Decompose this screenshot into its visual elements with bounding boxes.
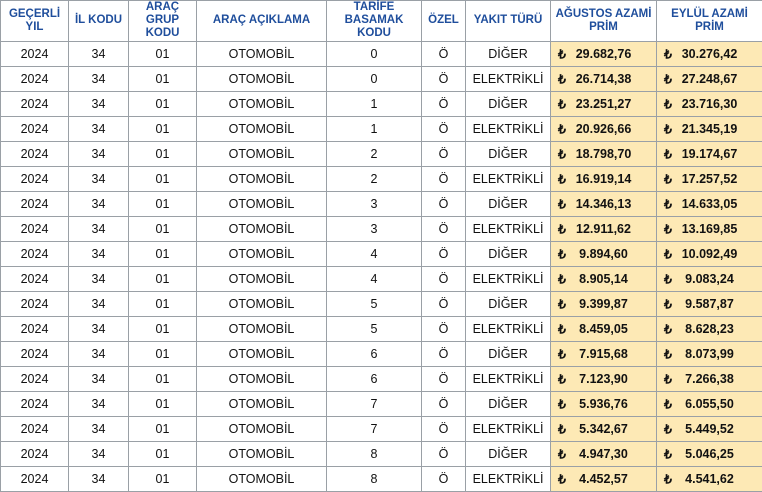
table-row — [1, 391, 762, 416]
table-row — [1, 41, 762, 66]
table-header — [1, 1, 762, 42]
cell-tarife-basamak-kodu: 1 — [327, 116, 422, 141]
cell-eylul-azami-prim — [657, 141, 762, 166]
lira-sign-icon: ₺ — [664, 296, 672, 311]
lira-sign-icon: ₺ — [558, 446, 566, 461]
cell-ozel: Ö — [422, 191, 466, 216]
table-row — [1, 116, 762, 141]
cell-il-kodu: 34 — [69, 141, 129, 166]
cell-ozel: Ö — [422, 391, 466, 416]
lira-sign-icon: ₺ — [664, 46, 672, 61]
amount-value: 9.587,87 — [685, 297, 734, 311]
cell-tarife-basamak-kodu: 6 — [327, 341, 422, 366]
cell-eylul-azami-prim — [657, 341, 762, 366]
column-header-arac-grup-kodu: ARAÇ GRUP KODU — [129, 1, 197, 42]
lira-sign-icon: ₺ — [664, 271, 672, 286]
amount-value: 27.248,67 — [682, 72, 738, 86]
amount-value: 6.055,50 — [685, 397, 734, 411]
amount-value: 14.346,13 — [576, 197, 632, 211]
cell-arac-aciklama: OTOMOBİL — [197, 366, 327, 391]
cell-eylul-azami-prim — [657, 41, 762, 66]
cell-tarife-basamak-kodu: 3 — [327, 216, 422, 241]
column-header-ozel: ÖZEL — [422, 1, 466, 42]
cell-agustos-azami-prim — [551, 66, 657, 91]
lira-sign-icon: ₺ — [558, 121, 566, 136]
column-header-il-kodu: İL KODU — [69, 1, 129, 42]
cell-tarife-basamak-kodu: 0 — [327, 41, 422, 66]
cell-gecerli-yil: 2024 — [1, 216, 69, 241]
table-row — [1, 366, 762, 391]
amount-value: 7.266,38 — [685, 372, 734, 386]
cell-tarife-basamak-kodu: 5 — [327, 316, 422, 341]
amount-value: 9.894,60 — [579, 247, 628, 261]
amount-value: 30.276,42 — [682, 47, 738, 61]
cell-agustos-azami-prim — [551, 291, 657, 316]
table-row — [1, 66, 762, 91]
cell-tarife-basamak-kodu: 7 — [327, 391, 422, 416]
table-row — [1, 216, 762, 241]
cell-arac-aciklama: OTOMOBİL — [197, 241, 327, 266]
cell-arac-grup-kodu: 01 — [129, 316, 197, 341]
cell-eylul-azami-prim — [657, 416, 762, 441]
amount-value: 12.911,62 — [576, 222, 631, 236]
cell-gecerli-yil: 2024 — [1, 241, 69, 266]
lira-sign-icon: ₺ — [664, 71, 672, 86]
amount-value: 23.251,27 — [576, 97, 632, 111]
lira-sign-icon: ₺ — [558, 246, 566, 261]
cell-arac-grup-kodu: 01 — [129, 66, 197, 91]
table-row — [1, 341, 762, 366]
cell-il-kodu: 34 — [69, 316, 129, 341]
cell-agustos-azami-prim — [551, 441, 657, 466]
cell-ozel: Ö — [422, 441, 466, 466]
cell-arac-aciklama: OTOMOBİL — [197, 341, 327, 366]
lira-sign-icon: ₺ — [664, 446, 672, 461]
column-header-agustos-azami-prim: AĞUSTOS AZAMİ PRİM — [551, 1, 657, 42]
amount-value: 5.936,76 — [579, 397, 628, 411]
cell-ozel: Ö — [422, 291, 466, 316]
column-header-gecerli-yil: GEÇERLİ YIL — [1, 1, 69, 42]
column-header-yakit-turu: YAKIT TÜRÜ — [466, 1, 551, 42]
cell-il-kodu: 34 — [69, 341, 129, 366]
cell-tarife-basamak-kodu: 0 — [327, 66, 422, 91]
column-header-eylul-azami-prim: EYLÜL AZAMİ PRİM — [657, 1, 762, 42]
cell-ozel: Ö — [422, 366, 466, 391]
lira-sign-icon: ₺ — [664, 321, 672, 336]
amount-value: 13.169,85 — [682, 222, 738, 236]
lira-sign-icon: ₺ — [664, 96, 672, 111]
cell-eylul-azami-prim — [657, 366, 762, 391]
cell-il-kodu: 34 — [69, 466, 129, 491]
table-row — [1, 166, 762, 191]
lira-sign-icon: ₺ — [664, 121, 672, 136]
column-header-tarife-basamak-kodu: TARİFE BASAMAK KODU — [327, 1, 422, 42]
cell-agustos-azami-prim — [551, 116, 657, 141]
cell-yakit-turu: DİĞER — [466, 241, 551, 266]
table-row — [1, 191, 762, 216]
header-row — [1, 1, 762, 42]
cell-eylul-azami-prim — [657, 316, 762, 341]
cell-arac-aciklama: OTOMOBİL — [197, 41, 327, 66]
cell-il-kodu: 34 — [69, 41, 129, 66]
cell-ozel: Ö — [422, 91, 466, 116]
cell-yakit-turu: DİĞER — [466, 391, 551, 416]
cell-arac-grup-kodu: 01 — [129, 341, 197, 366]
cell-yakit-turu: DİĞER — [466, 91, 551, 116]
cell-yakit-turu: ELEKTRİKLİ — [466, 66, 551, 91]
cell-eylul-azami-prim — [657, 191, 762, 216]
amount-value: 8.459,05 — [579, 322, 628, 336]
cell-arac-grup-kodu: 01 — [129, 141, 197, 166]
amount-value: 21.345,19 — [682, 122, 738, 136]
cell-tarife-basamak-kodu: 7 — [327, 416, 422, 441]
cell-arac-grup-kodu: 01 — [129, 116, 197, 141]
cell-arac-grup-kodu: 01 — [129, 91, 197, 116]
cell-ozel: Ö — [422, 141, 466, 166]
lira-sign-icon: ₺ — [558, 46, 566, 61]
cell-gecerli-yil: 2024 — [1, 41, 69, 66]
cell-tarife-basamak-kodu: 2 — [327, 166, 422, 191]
column-header-arac-aciklama: ARAÇ AÇIKLAMA — [197, 1, 327, 42]
cell-agustos-azami-prim — [551, 341, 657, 366]
amount-value: 26.714,38 — [576, 72, 632, 86]
cell-arac-grup-kodu: 01 — [129, 416, 197, 441]
cell-agustos-azami-prim — [551, 266, 657, 291]
table-row — [1, 91, 762, 116]
cell-eylul-azami-prim — [657, 166, 762, 191]
amount-value: 7.915,68 — [579, 347, 628, 361]
cell-eylul-azami-prim — [657, 391, 762, 416]
table-row — [1, 291, 762, 316]
cell-eylul-azami-prim — [657, 216, 762, 241]
lira-sign-icon: ₺ — [664, 421, 672, 436]
cell-ozel: Ö — [422, 241, 466, 266]
amount-value: 17.257,52 — [682, 172, 738, 186]
lira-sign-icon: ₺ — [558, 171, 566, 186]
cell-agustos-azami-prim — [551, 91, 657, 116]
cell-gecerli-yil: 2024 — [1, 416, 69, 441]
amount-value: 4.452,57 — [579, 472, 628, 486]
cell-agustos-azami-prim — [551, 391, 657, 416]
amount-value: 9.083,24 — [685, 272, 734, 286]
cell-arac-grup-kodu: 01 — [129, 191, 197, 216]
cell-eylul-azami-prim — [657, 466, 762, 491]
lira-sign-icon: ₺ — [664, 246, 672, 261]
lira-sign-icon: ₺ — [664, 196, 672, 211]
cell-tarife-basamak-kodu: 8 — [327, 441, 422, 466]
lira-sign-icon: ₺ — [558, 296, 566, 311]
cell-arac-grup-kodu: 01 — [129, 41, 197, 66]
lira-sign-icon: ₺ — [558, 396, 566, 411]
cell-gecerli-yil: 2024 — [1, 66, 69, 91]
cell-tarife-basamak-kodu: 3 — [327, 191, 422, 216]
cell-agustos-azami-prim — [551, 141, 657, 166]
cell-gecerli-yil: 2024 — [1, 141, 69, 166]
amount-value: 5.046,25 — [685, 447, 734, 461]
cell-ozel: Ö — [422, 116, 466, 141]
cell-gecerli-yil: 2024 — [1, 266, 69, 291]
cell-tarife-basamak-kodu: 1 — [327, 91, 422, 116]
cell-arac-aciklama: OTOMOBİL — [197, 291, 327, 316]
cell-agustos-azami-prim — [551, 366, 657, 391]
amount-value: 20.926,66 — [576, 122, 632, 136]
cell-arac-grup-kodu: 01 — [129, 466, 197, 491]
cell-arac-aciklama: OTOMOBİL — [197, 191, 327, 216]
lira-sign-icon: ₺ — [558, 146, 566, 161]
cell-yakit-turu: ELEKTRİKLİ — [466, 466, 551, 491]
cell-ozel: Ö — [422, 216, 466, 241]
amount-value: 8.073,99 — [685, 347, 734, 361]
amount-value: 8.628,23 — [685, 322, 734, 336]
cell-ozel: Ö — [422, 166, 466, 191]
amount-value: 10.092,49 — [682, 247, 738, 261]
cell-il-kodu: 34 — [69, 216, 129, 241]
cell-arac-aciklama: OTOMOBİL — [197, 391, 327, 416]
table-row — [1, 441, 762, 466]
cell-arac-grup-kodu: 01 — [129, 391, 197, 416]
cell-gecerli-yil: 2024 — [1, 291, 69, 316]
lira-sign-icon: ₺ — [558, 196, 566, 211]
cell-arac-aciklama: OTOMOBİL — [197, 216, 327, 241]
lira-sign-icon: ₺ — [558, 271, 566, 286]
cell-eylul-azami-prim — [657, 266, 762, 291]
lira-sign-icon: ₺ — [558, 96, 566, 111]
amount-value: 7.123,90 — [579, 372, 628, 386]
cell-yakit-turu: ELEKTRİKLİ — [466, 416, 551, 441]
cell-arac-aciklama: OTOMOBİL — [197, 416, 327, 441]
cell-yakit-turu: ELEKTRİKLİ — [466, 116, 551, 141]
lira-sign-icon: ₺ — [558, 471, 566, 486]
amount-value: 9.399,87 — [579, 297, 628, 311]
amount-value: 8.905,14 — [579, 272, 628, 286]
cell-arac-grup-kodu: 01 — [129, 241, 197, 266]
cell-gecerli-yil: 2024 — [1, 316, 69, 341]
cell-ozel: Ö — [422, 41, 466, 66]
cell-eylul-azami-prim — [657, 241, 762, 266]
amount-value: 5.449,52 — [685, 422, 734, 436]
cell-yakit-turu: DİĞER — [466, 341, 551, 366]
cell-il-kodu: 34 — [69, 91, 129, 116]
lira-sign-icon: ₺ — [664, 471, 672, 486]
cell-ozel: Ö — [422, 266, 466, 291]
lira-sign-icon: ₺ — [664, 171, 672, 186]
cell-yakit-turu: DİĞER — [466, 41, 551, 66]
cell-arac-grup-kodu: 01 — [129, 266, 197, 291]
amount-value: 14.633,05 — [682, 197, 738, 211]
cell-gecerli-yil: 2024 — [1, 191, 69, 216]
cell-arac-grup-kodu: 01 — [129, 166, 197, 191]
cell-agustos-azami-prim — [551, 41, 657, 66]
cell-yakit-turu: DİĞER — [466, 441, 551, 466]
cell-eylul-azami-prim — [657, 66, 762, 91]
amount-value: 4.947,30 — [579, 447, 628, 461]
amount-value: 16.919,14 — [576, 172, 632, 186]
cell-arac-aciklama: OTOMOBİL — [197, 116, 327, 141]
cell-gecerli-yil: 2024 — [1, 366, 69, 391]
cell-tarife-basamak-kodu: 6 — [327, 366, 422, 391]
amount-value: 18.798,70 — [576, 147, 632, 161]
cell-il-kodu: 34 — [69, 191, 129, 216]
cell-il-kodu: 34 — [69, 241, 129, 266]
cell-ozel: Ö — [422, 416, 466, 441]
cell-il-kodu: 34 — [69, 166, 129, 191]
cell-ozel: Ö — [422, 341, 466, 366]
cell-yakit-turu: ELEKTRİKLİ — [466, 316, 551, 341]
cell-yakit-turu: ELEKTRİKLİ — [466, 366, 551, 391]
cell-arac-aciklama: OTOMOBİL — [197, 316, 327, 341]
cell-tarife-basamak-kodu: 5 — [327, 291, 422, 316]
cell-agustos-azami-prim — [551, 316, 657, 341]
cell-tarife-basamak-kodu: 2 — [327, 141, 422, 166]
amount-value: 29.682,76 — [576, 47, 632, 61]
cell-ozel: Ö — [422, 316, 466, 341]
lira-sign-icon: ₺ — [558, 371, 566, 386]
amount-value: 23.716,30 — [682, 97, 738, 111]
cell-eylul-azami-prim — [657, 291, 762, 316]
cell-tarife-basamak-kodu: 4 — [327, 266, 422, 291]
lira-sign-icon: ₺ — [558, 321, 566, 336]
cell-arac-aciklama: OTOMOBİL — [197, 441, 327, 466]
cell-arac-aciklama: OTOMOBİL — [197, 66, 327, 91]
cell-yakit-turu: ELEKTRİKLİ — [466, 266, 551, 291]
table-row — [1, 316, 762, 341]
cell-agustos-azami-prim — [551, 216, 657, 241]
cell-agustos-azami-prim — [551, 241, 657, 266]
cell-yakit-turu: DİĞER — [466, 191, 551, 216]
cell-agustos-azami-prim — [551, 166, 657, 191]
cell-arac-aciklama: OTOMOBİL — [197, 166, 327, 191]
cell-yakit-turu: DİĞER — [466, 291, 551, 316]
cell-arac-aciklama: OTOMOBİL — [197, 266, 327, 291]
cell-arac-grup-kodu: 01 — [129, 216, 197, 241]
table-body — [1, 41, 762, 491]
cell-gecerli-yil: 2024 — [1, 166, 69, 191]
cell-gecerli-yil: 2024 — [1, 391, 69, 416]
amount-value: 4.541,62 — [685, 472, 734, 486]
cell-gecerli-yil: 2024 — [1, 441, 69, 466]
cell-il-kodu: 34 — [69, 391, 129, 416]
cell-arac-aciklama: OTOMOBİL — [197, 141, 327, 166]
lira-sign-icon: ₺ — [664, 396, 672, 411]
cell-gecerli-yil: 2024 — [1, 341, 69, 366]
table-row — [1, 466, 762, 491]
cell-arac-grup-kodu: 01 — [129, 366, 197, 391]
cell-agustos-azami-prim — [551, 416, 657, 441]
table-row — [1, 241, 762, 266]
lira-sign-icon: ₺ — [558, 346, 566, 361]
table-row — [1, 141, 762, 166]
cell-arac-grup-kodu: 01 — [129, 291, 197, 316]
amount-value: 19.174,67 — [682, 147, 738, 161]
cell-gecerli-yil: 2024 — [1, 116, 69, 141]
cell-il-kodu: 34 — [69, 441, 129, 466]
lira-sign-icon: ₺ — [664, 346, 672, 361]
cell-ozel: Ö — [422, 466, 466, 491]
lira-sign-icon: ₺ — [664, 146, 672, 161]
cell-il-kodu: 34 — [69, 266, 129, 291]
cell-tarife-basamak-kodu: 4 — [327, 241, 422, 266]
cell-arac-aciklama: OTOMOBİL — [197, 91, 327, 116]
cell-eylul-azami-prim — [657, 441, 762, 466]
cell-arac-aciklama: OTOMOBİL — [197, 466, 327, 491]
cell-gecerli-yil: 2024 — [1, 466, 69, 491]
cell-il-kodu: 34 — [69, 416, 129, 441]
cell-ozel: Ö — [422, 66, 466, 91]
cell-eylul-azami-prim — [657, 116, 762, 141]
cell-eylul-azami-prim — [657, 91, 762, 116]
amount-value: 5.342,67 — [579, 422, 628, 436]
cell-agustos-azami-prim — [551, 466, 657, 491]
lira-sign-icon: ₺ — [558, 71, 566, 86]
table-row — [1, 416, 762, 441]
cell-yakit-turu: ELEKTRİKLİ — [466, 166, 551, 191]
table-row — [1, 266, 762, 291]
cell-il-kodu: 34 — [69, 366, 129, 391]
lira-sign-icon: ₺ — [558, 421, 566, 436]
cell-il-kodu: 34 — [69, 291, 129, 316]
lira-sign-icon: ₺ — [664, 371, 672, 386]
cell-agustos-azami-prim — [551, 191, 657, 216]
cell-tarife-basamak-kodu: 8 — [327, 466, 422, 491]
cell-yakit-turu: ELEKTRİKLİ — [466, 216, 551, 241]
cell-yakit-turu: DİĞER — [466, 141, 551, 166]
lira-sign-icon: ₺ — [558, 221, 566, 236]
cell-il-kodu: 34 — [69, 116, 129, 141]
cell-gecerli-yil: 2024 — [1, 91, 69, 116]
cell-arac-grup-kodu: 01 — [129, 441, 197, 466]
cell-il-kodu: 34 — [69, 66, 129, 91]
lira-sign-icon: ₺ — [664, 221, 672, 236]
